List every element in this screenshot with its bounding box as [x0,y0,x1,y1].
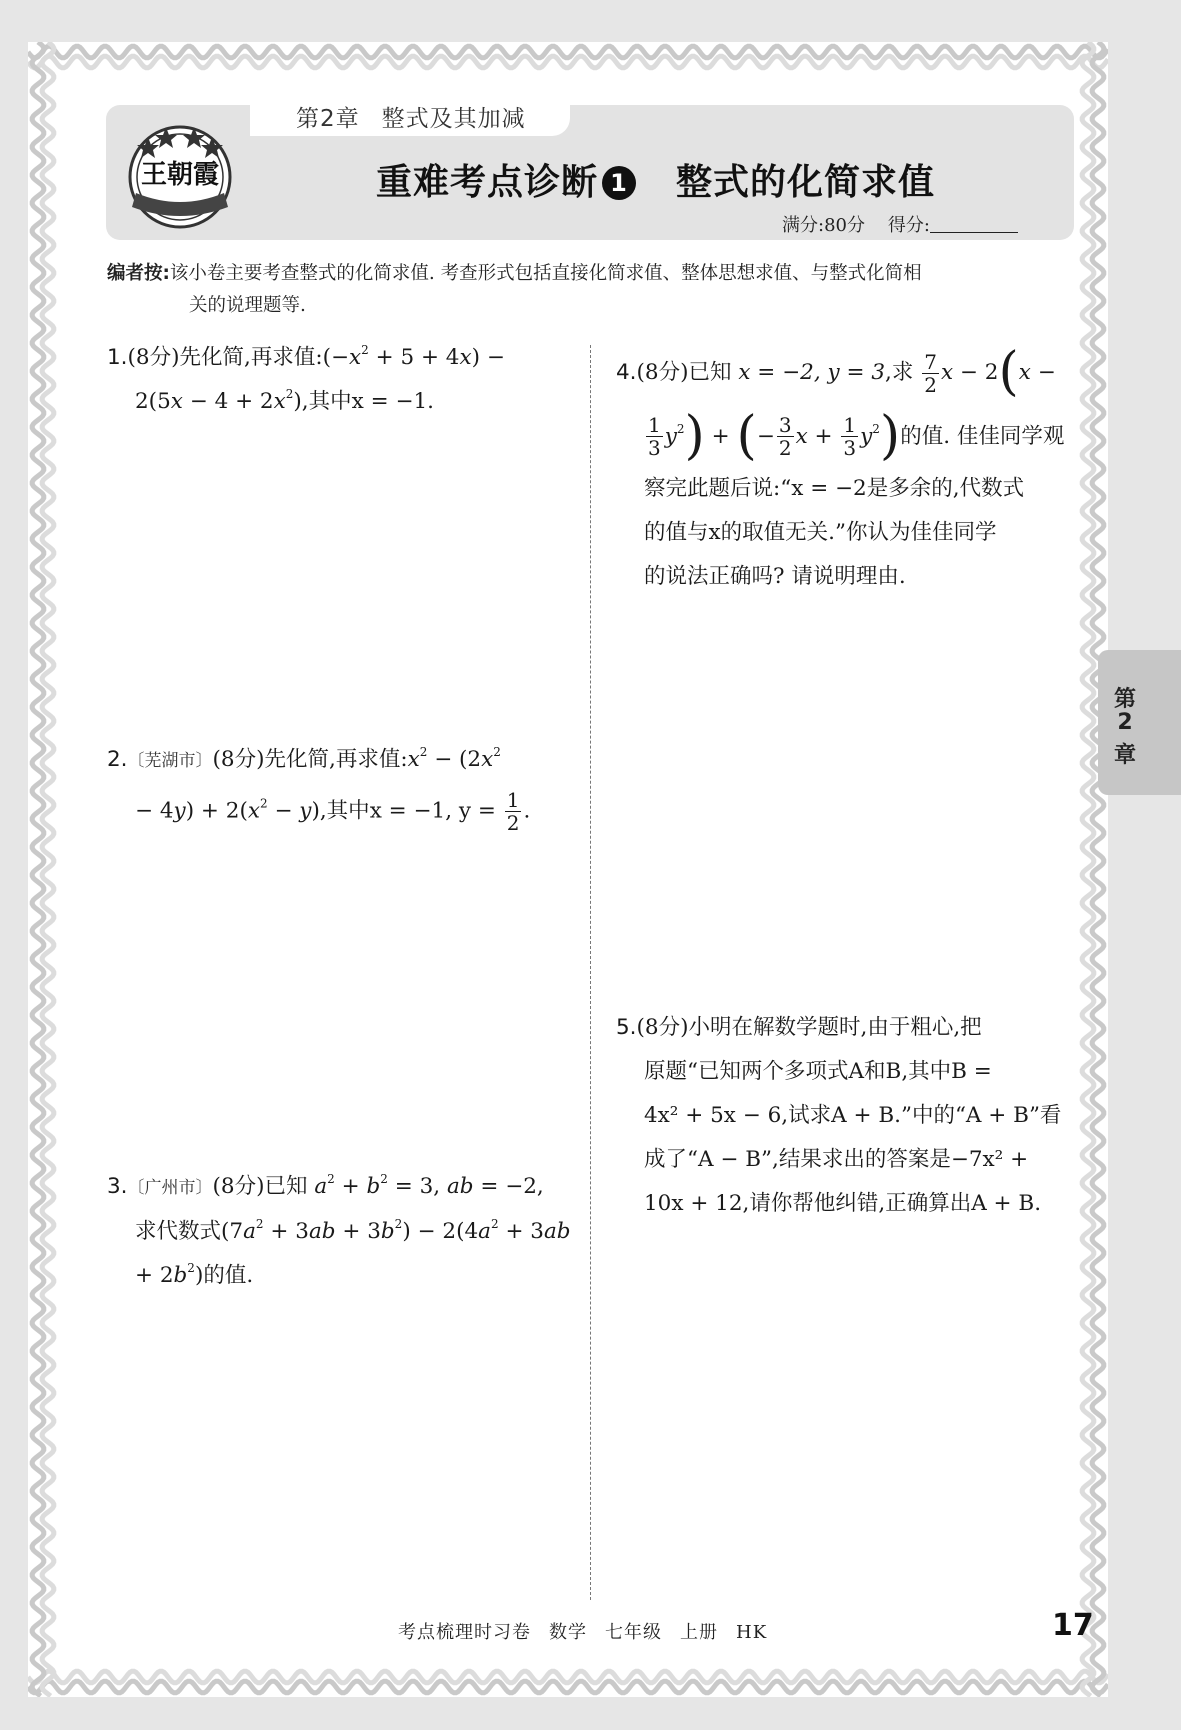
editor-note-label: 编者按: [107,263,170,284]
footer-subject: 数学 [549,1622,587,1643]
footer-book: 考点梳理时习卷 [398,1622,531,1643]
wavy-border-line [32,42,44,1696]
score-label: 得分: [887,215,930,236]
wavy-border-line [28,1681,1108,1693]
svg-text:王朝霞: 王朝霞 [140,160,220,190]
score-line [782,211,1018,237]
editor-note [107,258,1077,322]
column-divider [590,345,591,1600]
footer-grade: 七年级 [605,1622,662,1643]
full-score: 满分:80分 [782,215,865,236]
wavy-border-line [28,1671,1108,1683]
wavy-border-line [28,46,1108,58]
question-2: 2.〔芜湖市〕(8分)先化简,再求值$:x^2 - (2x^2$ − $4y) + 2(x^2 - y)$,其中x = −1, y = $\frac{1}{2}$ . [107,745,531,835]
editor-note-line1: 该小卷主要考查整式的化简求值. 考查形式包括直接化简求值、整体思想求值、与整式化简相 [169,263,922,284]
number-badge: 1 [602,166,636,200]
question-4: 4.(8分)已知 x = −2, y = 3,求 $\frac{7}{2}$ x − 2(x − $\frac{1}{3}$ $y^2$) + (− $\frac{3}{2}$ x + $\frac{1}{3}$ $y^2$)的值. 佳佳同学观 察完此题后说:“x = −2是多余的,代数式 的值与x的取值无关.”你认为佳佳同学 的说法正确吗? 请说明理由. [616,342,1065,589]
brand-seal-logo-icon [118,115,242,231]
editor-note-line2: 关的说理题等. [189,295,306,316]
question-1: 1.(8分)先化简,再求值$:(-x^2 + 5 + 4x)$ − $2(5x - 4 + 2x^2)$,其中x = −1. [107,343,505,414]
source-tag: 〔广州市〕 [127,1178,213,1198]
page-title: 重难考点诊断 1 整式的化简求值 [376,162,936,203]
footer-edition: HK [736,1622,768,1643]
question-3: 3.〔广州市〕(8分)已知 $a^2 + b^2 = 3$, ab = −2, 求代数式$(7a^2 + 3ab + 3b^2) - 2(4a^2 + 3ab$ + $2b^2$)的值. [107,1172,571,1288]
chapter-title: 整式及其加减 [381,106,526,132]
chapter-heading [296,100,548,133]
wavy-border-line [1082,42,1094,1696]
wavy-border-line [42,42,54,1696]
page-number: 17 [1052,1608,1094,1643]
source-tag: 〔芜湖市〕 [127,751,213,771]
chapter-number: 第2章 [296,106,360,132]
wavy-border-line [1092,42,1104,1696]
question-5: 5.(8分)小明在解数学题时,由于粗心,把 原题“已知两个多项式A和B,其中B = 4x² + 5x − 6,试求A + B.”中的“A + B”看 成了“A − B”,结果求出的答案是−7x² + 10x + 12,请你帮他纠错,正确算出A + B. [616,1015,1062,1216]
chapter-side-tab[interactable]: 第 2 章 [1098,650,1181,795]
footer-volume: 上册 [680,1622,718,1643]
wavy-border-line [28,56,1108,68]
footer [398,1618,785,1644]
score-blank-field[interactable] [930,214,1018,233]
